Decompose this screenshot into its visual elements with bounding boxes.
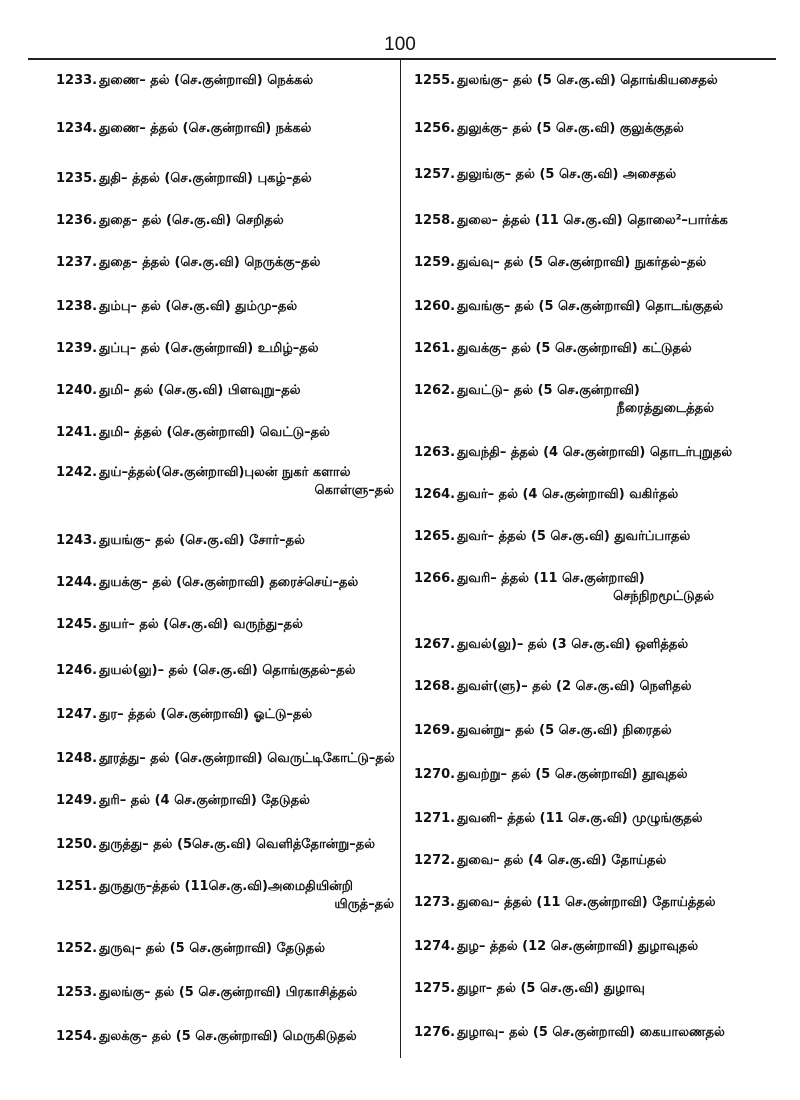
entry-text: துவை– தல் (4 செ.கு.வி) தோய்தல் [457, 853, 667, 868]
entry-text: துவர்– த்தல் (5 செ.கு.வி) துவர்ப்பாதல் [457, 529, 691, 544]
entry-number: 1271. [414, 811, 456, 826]
entry-text: துவை– த்தல் (11 செ.குன்றாவி) தோய்த்தல் [457, 895, 716, 910]
entry-number: 1266. [414, 571, 456, 586]
dictionary-entry [56, 836, 416, 854]
entry-text: துவ்வு– தல் (5 செ.குன்றாவி) நுகர்தல்–தல் [457, 255, 707, 270]
entry-text: துவர்– தல் (4 செ.குன்றாவி) வகிர்தல் [457, 487, 679, 502]
entry-number: 1260. [414, 299, 456, 314]
entry-text: துணை– த்தல் (செ.குன்றாவி) நக்கல் [99, 121, 312, 136]
entry-number: 1267. [414, 637, 456, 652]
entry-number: 1245. [56, 617, 98, 632]
entry-text: துவட்டு– தல் (5 செ.குன்றாவி) [457, 383, 640, 398]
entry-text: துருத்து– தல் (5செ.கு.வி) வெளித்தோன்று–தல் [99, 837, 376, 852]
entry-number: 1252. [56, 941, 98, 956]
entry-number: 1264. [414, 487, 456, 502]
entry-number: 1248. [56, 751, 98, 766]
dictionary-entry [56, 424, 416, 442]
entry-continuation: கொள்ளு–தல் [314, 483, 394, 498]
entry-text: துய்–த்தல்(செ.குன்றாவி)புலன் நுகர் களால் [99, 465, 351, 480]
entry-text: துவரி– த்தல் (11 செ.குன்றாவி) [457, 571, 645, 586]
dictionary-entry [414, 72, 774, 90]
dictionary-entry [414, 938, 774, 956]
entry-number: 1272. [414, 853, 456, 868]
dictionary-entry [56, 254, 416, 272]
entry-number: 1268. [414, 679, 456, 694]
dictionary-entry [414, 254, 774, 272]
entry-number: 1276. [414, 1025, 456, 1040]
entry-number: 1237. [56, 255, 98, 270]
entry-number: 1262. [414, 383, 456, 398]
dictionary-entry [56, 212, 416, 230]
dictionary-entry [414, 298, 774, 316]
entry-number: 1244. [56, 575, 98, 590]
entry-text: துருவு– தல் (5 செ.குன்றாவி) தேடுதல் [99, 941, 326, 956]
entry-text: துலை– த்தல் (11 செ.கு.வி) தொலை²–பார்க்க [457, 213, 728, 228]
entry-number: 1233. [56, 73, 98, 88]
entry-number: 1254. [56, 1029, 98, 1044]
header-rule [28, 58, 776, 60]
dictionary-entry [414, 120, 774, 138]
dictionary-entry [414, 166, 774, 184]
dictionary-entry [414, 212, 774, 230]
entry-number: 1263. [414, 445, 456, 460]
dictionary-entry [56, 72, 416, 90]
dictionary-entry [56, 170, 416, 188]
dictionary-entry [56, 616, 416, 634]
dictionary-entry [56, 706, 416, 724]
entry-number: 1253. [56, 985, 98, 1000]
dictionary-entry [414, 444, 774, 462]
entry-number: 1274. [414, 939, 456, 954]
entry-number: 1251. [56, 879, 98, 894]
entry-number: 1258. [414, 213, 456, 228]
dictionary-entry [56, 382, 416, 400]
entry-number: 1239. [56, 341, 98, 356]
entry-text: துயல்(லு)– தல் (செ.கு.வி) தொங்குதல்–தல் [99, 663, 356, 678]
dictionary-entry [414, 570, 774, 606]
entry-number: 1235. [56, 171, 98, 186]
entry-text: துணை– தல் (செ.குன்றாவி) நெக்கல் [99, 73, 314, 88]
dictionary-entry [414, 852, 774, 870]
entry-number: 1270. [414, 767, 456, 782]
entry-text: துவள்(ளு)– தல் (2 செ.கு.வி) நெளிதல் [457, 679, 692, 694]
dictionary-entry [414, 766, 774, 784]
entry-number: 1247. [56, 707, 98, 722]
entry-continuation: செந்நிறமூட்டுதல் [613, 589, 714, 604]
entry-text: துலங்கு– தல் (5 செ.கு.வி) தொங்கியசைதல் [457, 73, 718, 88]
entry-number: 1256. [414, 121, 456, 136]
entry-text: துழ– த்தல் (12 செ.குன்றாவி) துழாவுதல் [457, 939, 699, 954]
entry-text: துதி– த்தல் (செ.குன்றாவி) புகழ்–தல் [99, 171, 312, 186]
entry-text: துப்பு– தல் (செ.குன்றாவி) உமிழ்–தல் [99, 341, 319, 356]
dictionary-entry [414, 810, 774, 828]
entry-number: 1273. [414, 895, 456, 910]
entry-text: துலுக்கு– தல் (5 செ.கு.வி) குலுக்குதல் [457, 121, 684, 136]
entry-text: துமி– தல் (செ.கு.வி) பிளவுறு–தல் [99, 383, 301, 398]
dictionary-entry [414, 678, 774, 696]
dictionary-entry [414, 382, 774, 418]
entry-number: 1249. [56, 793, 98, 808]
entry-text: துவற்று– தல் (5 செ.குன்றாவி) தூவுதல் [457, 767, 688, 782]
entry-number: 1241. [56, 425, 98, 440]
entry-number: 1243. [56, 533, 98, 548]
dictionary-entry [56, 340, 416, 358]
entry-number: 1234. [56, 121, 98, 136]
dictionary-entry [414, 636, 774, 654]
entry-text: தூரத்து– தல் (செ.குன்றாவி) வெருட்டிகோட்டு–தல் [99, 751, 395, 766]
entry-continuation: நீரைத்துடைத்தல் [616, 401, 714, 416]
dictionary-entry [414, 528, 774, 546]
dictionary-entry [414, 894, 774, 912]
entry-text: துரி– தல் (4 செ.குன்றாவி) தேடுதல் [99, 793, 310, 808]
entry-number: 1261. [414, 341, 456, 356]
entry-text: துவன்று– தல் (5 செ.கு.வி) நிரைதல் [457, 723, 672, 738]
dictionary-entry [56, 464, 416, 500]
dictionary-entry [56, 940, 416, 958]
entry-text: துலுங்கு– தல் (5 செ.கு.வி) அசைதல் [457, 167, 677, 182]
entry-text: துவக்கு– தல் (5 செ.குன்றாவி) கட்டுதல் [457, 341, 692, 356]
entry-number: 1265. [414, 529, 456, 544]
dictionary-entry [414, 980, 774, 998]
entry-text: துர– த்தல் (செ.குன்றாவி) ஓட்டு–தல் [99, 707, 313, 722]
entry-number: 1257. [414, 167, 456, 182]
dictionary-entry [56, 120, 416, 138]
entry-text: துருதுரு–த்தல் (11செ.கு.வி)அமைதியின்றி [99, 879, 353, 894]
dictionary-entry [414, 1024, 774, 1042]
entry-number: 1238. [56, 299, 98, 314]
entry-text: துவங்கு– தல் (5 செ.குன்றாவி) தொடங்குதல் [457, 299, 724, 314]
page-number: 100 [384, 34, 416, 55]
entry-text: துலங்கு– தல் (5 செ.குன்றாவி) பிரகாசித்தல் [99, 985, 358, 1000]
entry-number: 1269. [414, 723, 456, 738]
entry-number: 1250. [56, 837, 98, 852]
dictionary-entry [56, 1028, 416, 1046]
dictionary-entry [56, 750, 416, 768]
entry-number: 1259. [414, 255, 456, 270]
entry-number: 1242. [56, 465, 98, 480]
entry-continuation: யிருத்–தல் [334, 897, 394, 912]
dictionary-entry [56, 298, 416, 316]
entry-text: துதை– த்தல் (செ.கு.வி) நெருக்கு–தல் [99, 255, 321, 270]
dictionary-entry [56, 574, 416, 592]
dictionary-entry [56, 662, 416, 680]
dictionary-entry [56, 792, 416, 810]
entry-text: துலக்கு– தல் (5 செ.குன்றாவி) மெருகிடுதல் [99, 1029, 357, 1044]
entry-text: துவனி– த்தல் (11 செ.கு.வி) முழுங்குதல் [457, 811, 703, 826]
entry-text: துயங்கு– தல் (செ.கு.வி) சோர்–தல் [99, 533, 305, 548]
dictionary-entry [56, 532, 416, 550]
dictionary-entry [56, 878, 416, 914]
entry-text: துமி– த்தல் (செ.குன்றாவி) வெட்டு–தல் [99, 425, 330, 440]
entry-text: துயர்– தல் (செ.கு.வி) வருந்து–தல் [99, 617, 303, 632]
entry-text: துழாவு– தல் (5 செ.குன்றாவி) கையாலணதல் [457, 1025, 725, 1040]
entry-number: 1255. [414, 73, 456, 88]
dictionary-entry [56, 984, 416, 1002]
entry-text: துதை– தல் (செ.கு.வி) செறிதல் [99, 213, 284, 228]
entry-text: துவல்(லு)– தல் (3 செ.கு.வி) ஒளித்தல் [457, 637, 689, 652]
entry-number: 1236. [56, 213, 98, 228]
entry-text: துயக்கு– தல் (செ.குன்றாவி) தரைச்செய்–தல் [99, 575, 359, 590]
entry-text: துழா– தல் (5 செ.கு.வி) துழாவு [457, 981, 645, 996]
entry-number: 1246. [56, 663, 98, 678]
entry-number: 1275. [414, 981, 456, 996]
dictionary-entry [414, 340, 774, 358]
entry-number: 1240. [56, 383, 98, 398]
dictionary-entry [414, 722, 774, 740]
entry-text: தும்பு– தல் (செ.கு.வி) தும்மு–தல் [99, 299, 298, 314]
dictionary-entry [414, 486, 774, 504]
entry-text: துவந்தி– த்தல் (4 செ.குன்றாவி) தொடர்புறுதல் [457, 445, 733, 460]
